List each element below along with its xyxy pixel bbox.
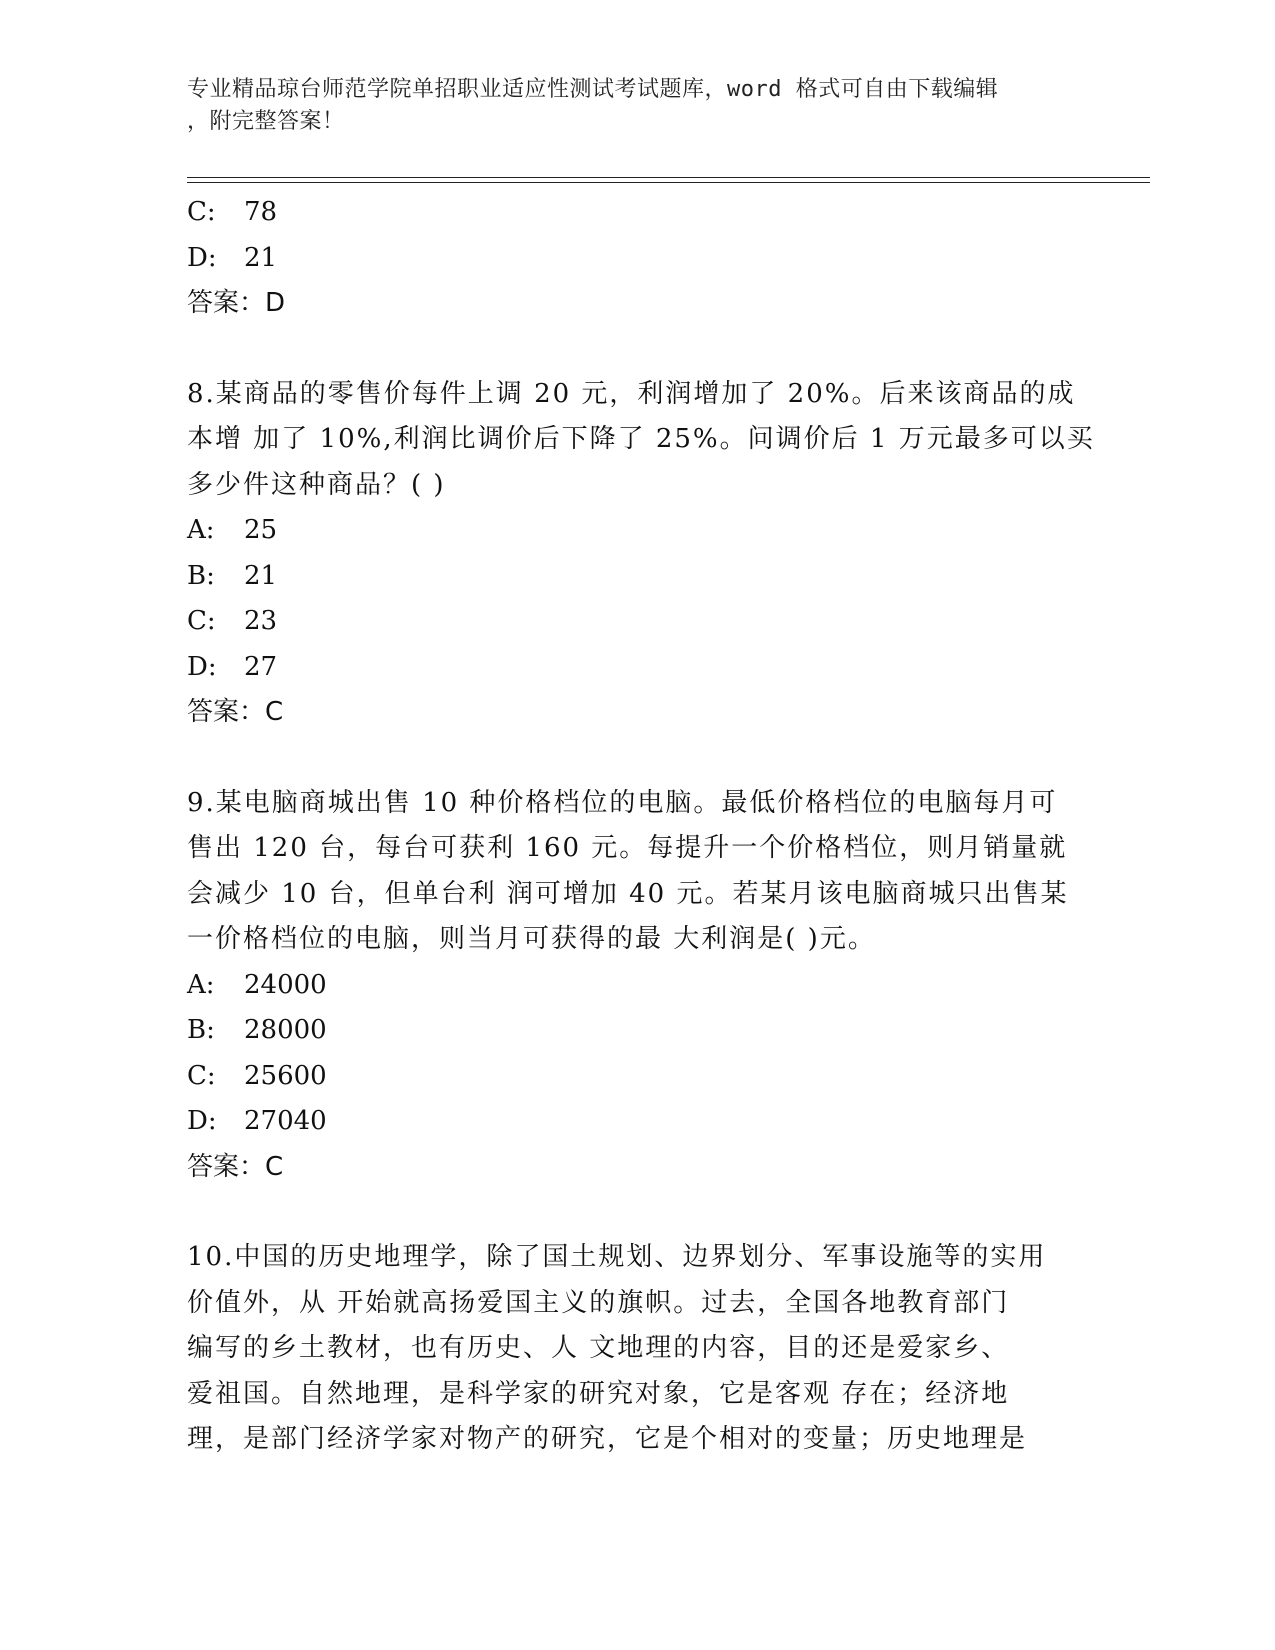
option-a: A: 25	[187, 515, 278, 545]
answer-line: 答案：D	[187, 288, 286, 318]
question-text-line: 理，是部门经济学家对物产的研究，它是个相对的变量；历史地理是	[187, 1424, 1028, 1454]
question-text-line: 10.中国的历史地理学，除了国土规划、边界划分、军事设施等的实用	[187, 1242, 1047, 1272]
question-text-line: 8.某商品的零售价每件上调 20 元，利润增加了 20%。后来该商品的成	[187, 378, 1076, 409]
question-text-line: 多少件这种商品？( )	[187, 469, 446, 500]
option-a: A: 24000	[187, 969, 327, 1000]
question-text-line: 编写的乡土教材，也有历史、人 文地理的内容，目的还是爱家乡、	[187, 1333, 1010, 1363]
option-c: C: 23	[187, 606, 278, 636]
option-b: B: 28000	[187, 1015, 327, 1045]
question-10	[187, 1235, 1067, 1463]
page-header	[187, 74, 1067, 138]
option-d: D: 27040	[187, 1106, 327, 1136]
option-d: D: 27	[187, 651, 278, 682]
answer-line: 答案：C	[187, 1151, 284, 1182]
question-9	[187, 781, 1067, 1191]
question-text-line: 会减少 10 台，但单台利 润可增加 40 元。若某月该电脑商城只出售某	[187, 878, 1069, 909]
question-text-line: 一价格档位的电脑，则当月可获得的最 大利润是( )元。	[187, 924, 876, 954]
option-d: D: 21	[187, 242, 278, 273]
header-divider	[187, 177, 1150, 183]
option-c: C: 78	[187, 197, 278, 227]
option-c: C: 25600	[187, 1060, 327, 1091]
question-text-line: 爱祖国。自然地理，是科学家的研究对象，它是客观 存在；经济地	[187, 1378, 1010, 1409]
question-text-line: 9.某电脑商城出售 10 种价格档位的电脑。最低价格档位的电脑每月可	[187, 787, 1058, 818]
question-text-line: 价值外，从 开始就高扬爱国主义的旗帜。过去，全国各地教育部门	[187, 1287, 1010, 1318]
answer-line: 答案：C	[187, 697, 284, 727]
option-b: B: 21	[187, 560, 278, 591]
document-body	[187, 190, 1095, 1463]
question-8	[187, 372, 1095, 736]
question-text-line: 售出 120 台，每台可获利 160 元。每提升一个价格档位，则月销量就	[187, 833, 1068, 863]
header-line-1: 专业精品琼台师范学院单招职业适应性测试考试题库，word 格式可自由下载编辑	[187, 77, 999, 102]
question-7-tail	[187, 190, 1067, 327]
header-line-2: ，附完整答案！	[187, 109, 345, 134]
question-text-line: 本增 加了 10%,利润比调价后下降了 25%。问调价后 1 万元最多可以买	[187, 424, 1095, 454]
